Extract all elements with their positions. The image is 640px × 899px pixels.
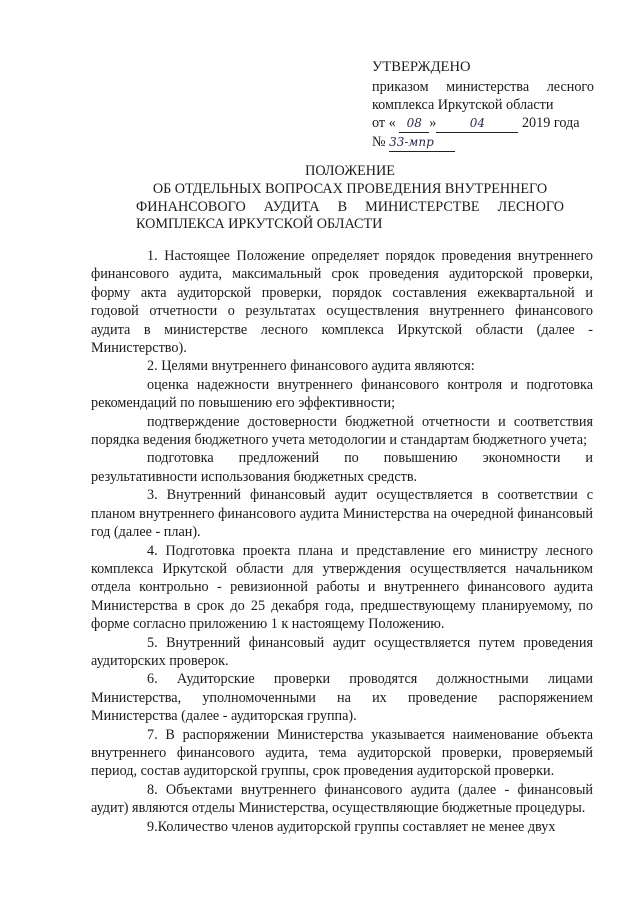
paragraph-5: 5. Внутренний финансовый аудит осуществляется путем проведения аудиторских проверок. [91, 634, 593, 669]
paragraph-2-item-3: подготовка предложений по повышению экономности и результативности использования бюджетных средств. [91, 450, 593, 485]
paragraph-6: 6. Аудиторские проверки проводятся должностными лицами Министерства, уполномоченными на их проведение распоряжением Министерства (далее - аудиторская группа). [91, 671, 593, 725]
date-prefix: от « [372, 115, 396, 131]
number-prefix: № [372, 134, 386, 150]
approval-date [372, 114, 594, 133]
approval-number [372, 133, 594, 152]
title-line-4: КОМПЛЕКСА ИРКУТСКОЙ ОБЛАСТИ [136, 216, 383, 233]
approval-line-2: комплекса Иркутской области [372, 97, 554, 113]
date-day-handwritten: 08 [406, 116, 422, 130]
paragraph-3: 3. Внутренний финансовый аудит осуществляется в соответствии с планом внутреннего финансового аудита Министерства на очередной финансовый год (далее - план). [91, 487, 593, 541]
paragraph-4: 4. Подготовка проекта плана и представление его министру лесного комплекса Иркутской области для утверждения осуществляется начальником отдела контрольно - ревизионной работы и внутреннего финансового аудита Министерства в срок до 25 декабря года, предшествующему планируемому, по форме согласно приложению 1 к настоящему Положению. [91, 542, 593, 633]
title-line-1: ПОЛОЖЕНИЕ [305, 163, 395, 179]
paragraph-8: 8. Объектами внутреннего финансового аудита (далее - финансовый аудит) являются отделы Министерства, осуществляющие бюджетные процедуры. [91, 781, 593, 817]
document-title [136, 163, 564, 234]
paragraph-2-item-2: подтверждение достоверности бюджетной отчетности и соответствия порядка ведения бюджетного учета методологии и стандартам бюджетного учета; [91, 413, 593, 449]
date-month-field [436, 114, 518, 133]
title-line-2: ОБ ОТДЕЛЬНЫХ ВОПРОСАХ ПРОВЕДЕНИЯ ВНУТРЕННЕГО [152, 180, 548, 197]
date-month-handwritten: 04 [469, 116, 486, 130]
date-suffix: 2019 года [521, 115, 580, 131]
document-body [91, 247, 593, 836]
approval-line-1: приказом министерства лесного [372, 79, 594, 95]
paragraph-2: 2. Целями внутреннего финансового аудита являются: [147, 358, 475, 375]
number-field [389, 133, 455, 152]
title-line-3: ФИНАНСОВОГО АУДИТА В МИНИСТЕРСТВЕ ЛЕСНОГО [136, 198, 564, 215]
paragraph-2-item-1: оценка надежности внутреннего финансового контроля и подготовка рекомендаций по повышению его эффективности; [91, 376, 593, 412]
paragraph-9: 9.Количество членов аудиторской группы составляет не менее двух [147, 818, 556, 835]
approval-block [372, 58, 594, 152]
number-handwritten: 33-мпр [389, 135, 434, 149]
paragraph-1: 1. Настоящее Положение определяет порядок проведения внутреннего финансового аудита, максимальный срок проведения аудиторской проверки, форму акта аудиторской проверки, порядок составления ежеквартальной и годовой отчетности о результатах осуществления внутреннего финансового аудита в министерстве лесного комплекса Иркутской области (далее - Министерство). [91, 248, 593, 357]
paragraph-7: 7. В распоряжении Министерства указывается наименование объекта внутреннего финансового аудита, тема аудиторской проверки, проверяемый период, состав аудиторской группы, срок проведения аудиторской проверки. [91, 726, 593, 780]
date-mid: » [429, 115, 437, 131]
date-day-field [399, 114, 429, 133]
approval-heading: УТВЕРЖДЕНО [372, 59, 471, 75]
